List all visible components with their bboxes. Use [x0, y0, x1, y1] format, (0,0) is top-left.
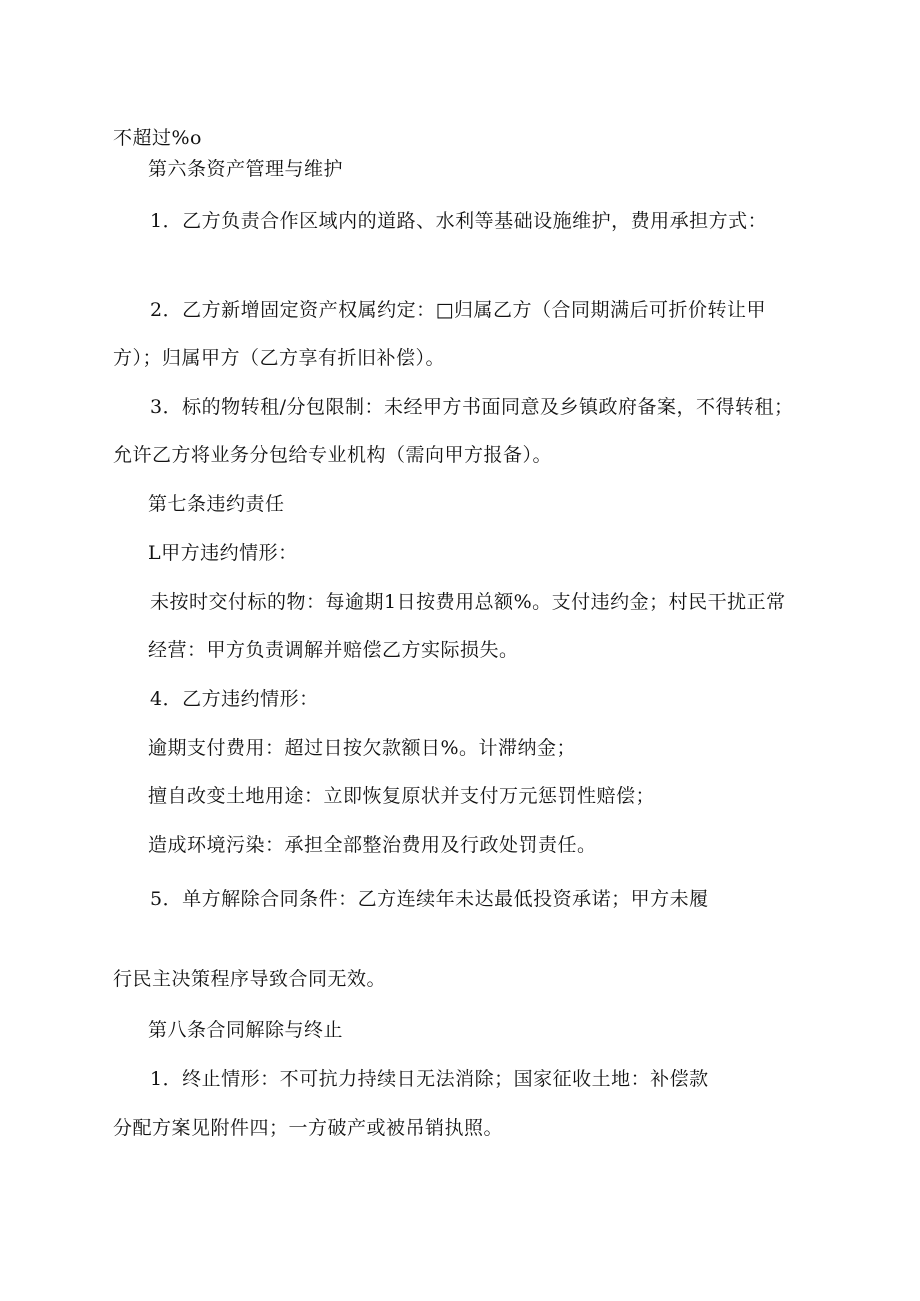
- clause-item: 3．标的物转租/分包限制：未经甲方书面同意及乡镇政府备案，不得转租；: [150, 396, 794, 418]
- text-line: 未按时交付标的物：每逾期1日按费用总额%。支付违约金；村民干扰正常: [150, 591, 786, 613]
- clause-item: 1．终止情形：不可抗力持续日无法消除；国家征收土地：补偿款: [150, 1068, 709, 1090]
- clause-item: 4．乙方违约情形：: [150, 688, 319, 710]
- text-line: 经营：甲方负责调解并赔偿乙方实际损失。: [148, 639, 519, 661]
- clause-item: 1．乙方负责合作区域内的道路、水利等基础设施维护，费用承担方式：: [150, 210, 768, 232]
- text-line: 不超过%o: [113, 127, 202, 149]
- text-line: 允许乙方将业务分包给专业机构（需向甲方报备）。: [113, 444, 553, 466]
- text-line: 方）；归属甲方（乙方享有折旧补偿）。: [113, 347, 446, 369]
- text-line: 行民主决策程序导致合同无效。: [113, 968, 387, 990]
- text-line: L甲方违约情形：: [148, 542, 298, 564]
- clause-item: 5．单方解除合同条件：乙方连续年未达最低投资承诺；甲方未履: [150, 888, 709, 910]
- text-line: 逾期支付费用：超过日按欠款额日%。计滞纳金；: [148, 737, 577, 759]
- text-line: 造成环境污染：承担全部整治费用及行政处罚责任。: [148, 834, 597, 856]
- clause-item: 2．乙方新增固定资产权属约定：□归属乙方（合同期满后可折价转让甲: [150, 299, 767, 321]
- text-line: 分配方案见附件四；一方破产或被吊销执照。: [113, 1117, 504, 1139]
- section-heading: 第七条违约责任: [148, 493, 285, 515]
- section-heading: 第八条合同解除与终止: [148, 1019, 344, 1041]
- section-heading: 第六条资产管理与维护: [148, 158, 344, 180]
- text-line: 擅自改变土地用途：立即恢复原状并支付万元惩罚性赔偿；: [148, 785, 656, 807]
